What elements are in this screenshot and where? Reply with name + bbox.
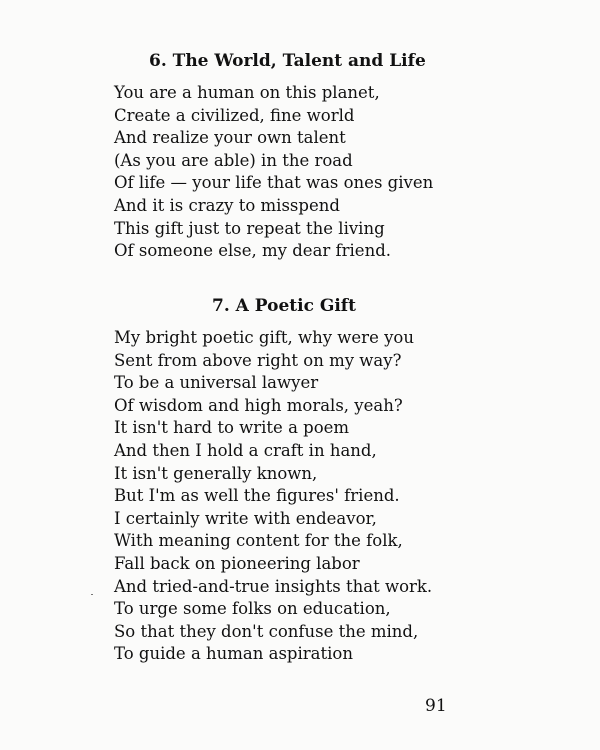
poem-line: And it is crazy to misspend <box>114 195 340 215</box>
poem-poetic-gift <box>114 295 554 666</box>
poem-line: So that they don't confuse the mind, <box>114 621 419 641</box>
poem-line: And realize your own talent <box>114 128 346 148</box>
poem-line: Create a civilized, fine world <box>114 105 355 125</box>
poem-line: Fall back on pioneering labor <box>114 553 360 573</box>
poem-line: It isn't generally known, <box>114 463 318 483</box>
page-number: 91 <box>425 696 447 716</box>
poem-line: But I'm as well the figures' friend. <box>114 486 400 506</box>
poem-line: This gift just to repeat the living <box>114 218 385 238</box>
poem-line: To guide a human aspiration <box>114 644 353 664</box>
poem-title: 6. The World, Talent and Life <box>149 51 426 71</box>
poem-line: And then I hold a craft in hand, <box>114 440 377 460</box>
poem-stanza <box>114 82 554 263</box>
poem-line: I certainly write with endeavor, <box>114 508 377 528</box>
poem-line: To be a universal lawyer <box>114 373 319 393</box>
poem-line: Of life — your life that was ones given <box>114 173 434 193</box>
poem-title: 7. A Poetic Gift <box>212 296 356 316</box>
poem-line: My bright poetic gift, why were you <box>114 328 414 347</box>
poem-line: Of wisdom and high morals, yeah? <box>114 395 403 415</box>
poem-line: To urge some folks on education, <box>114 599 391 619</box>
poem-line: Sent from above right on my way? <box>114 350 402 370</box>
poem-line: It isn't hard to write a poem <box>114 418 350 438</box>
poem-line: (As you are able) in the road <box>114 150 353 170</box>
poem-line: You are a human on this planet, <box>114 83 380 102</box>
scan-speck <box>91 594 93 595</box>
poem-line: And tried-and-true insights that work. <box>114 576 433 596</box>
poem-stanza <box>114 327 554 666</box>
poem-line: Of someone else, my dear friend. <box>114 241 392 261</box>
poem-world-talent-life <box>114 50 554 263</box>
poem-line: With meaning content for the folk, <box>114 531 403 551</box>
